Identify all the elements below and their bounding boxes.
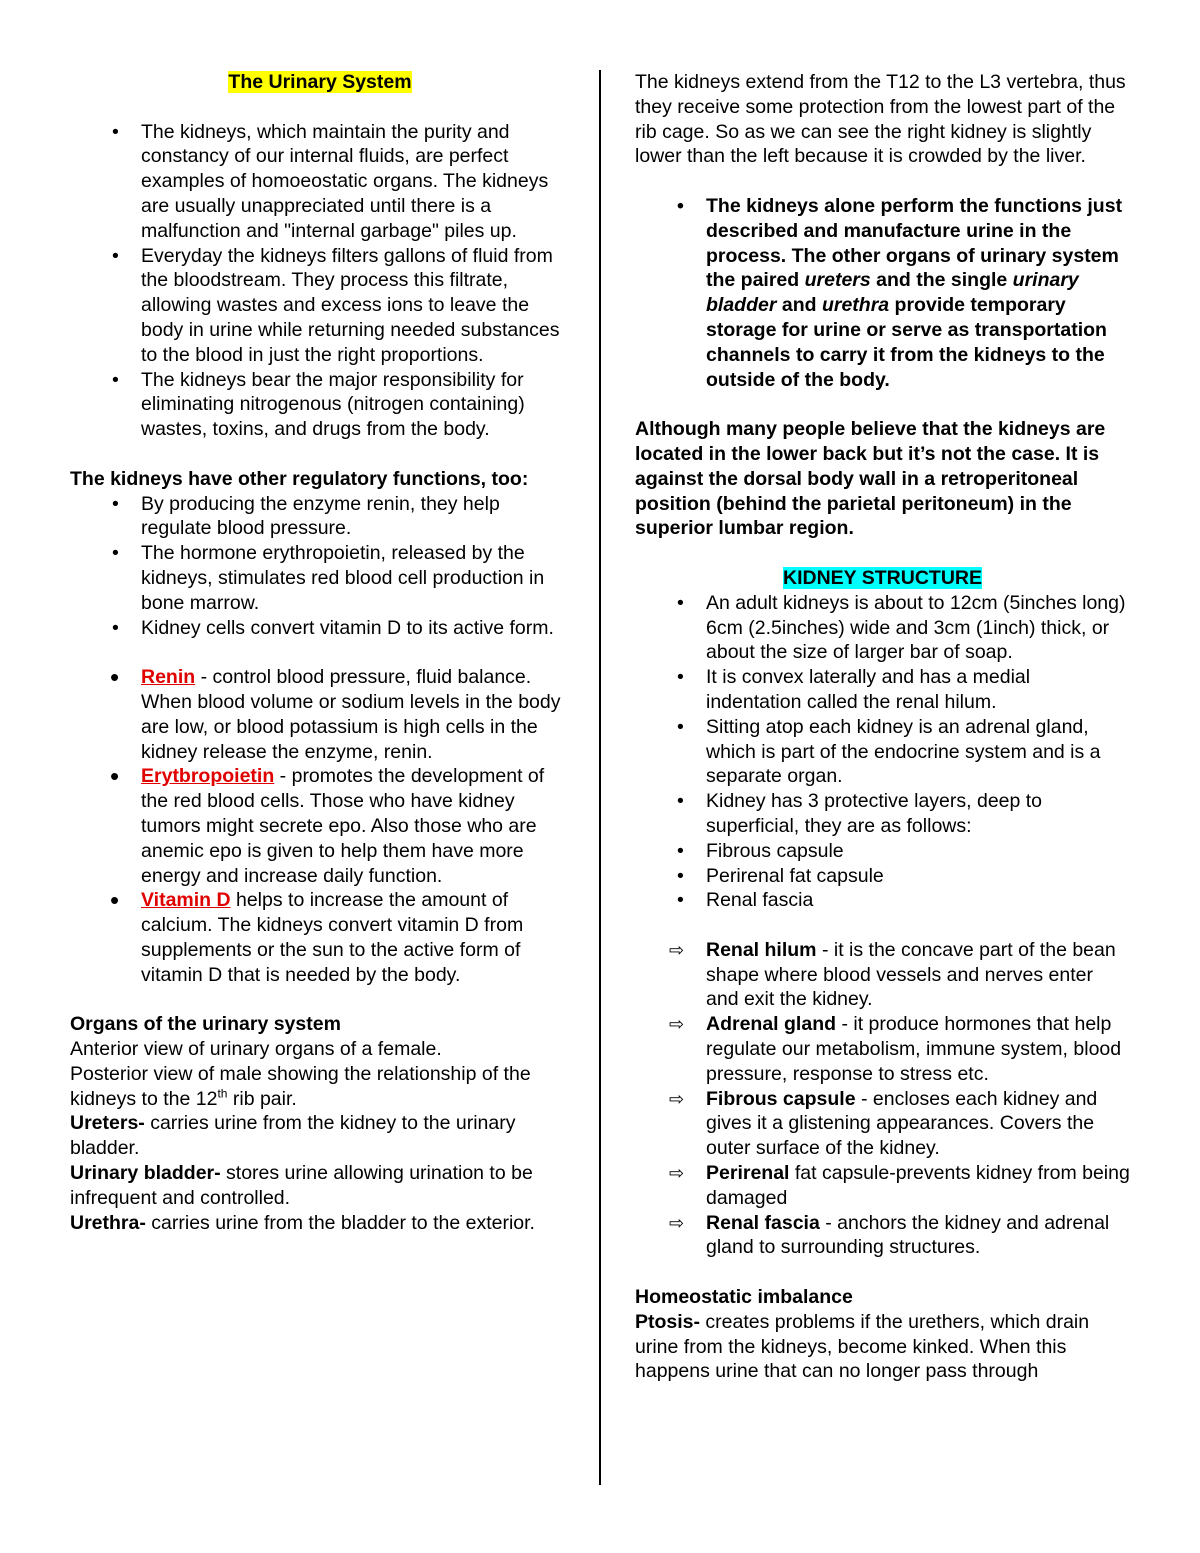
left-column	[70, 70, 570, 1235]
list-item: • Renin - control blood pressure, fluid balance. When blood volume or sodium levels in the body are low, or blood potassium is high cells in the kidney release the enzyme, renin.	[70, 665, 570, 764]
intro-list	[70, 120, 570, 442]
location-intro: The kidneys extend from the T12 to the L3 vertebra, thus they receive some protection from the lowest part of the rib cage. So as we can see the right kidney is slightly lower than the left because it is crowded by the liver.	[635, 71, 1126, 168]
regulatory-heading: The kidneys have other regulatory functions, too:	[70, 467, 529, 490]
definition-urethra: Urethra- carries urine from the bladder to the exterior.	[70, 1211, 535, 1234]
list-item: • An adult kidneys is about to 12cm (5inches long) 6cm (2.5inches) wide and 3cm (1inch) thick, or about the size of larger bar of soap.	[635, 591, 1130, 665]
ptosis-paragraph: Ptosis- creates problems if the urethers, which drain urine from the kidneys, become kinked. When this happens urine that can no longer pass through	[635, 1310, 1090, 1383]
definition-urinary-bladder: Urinary bladder- stores urine allowing urination to be infrequent and controlled.	[70, 1162, 533, 1209]
list-item: ⇨ Fibrous capsule - encloses each kidney and gives it a glistening appearances. Covers the outer surface of the kidney.	[669, 1087, 1098, 1160]
list-item: • Sitting atop each kidney is an adrenal gland, which is part of the endocrine system and is a separate organ.	[635, 715, 1130, 789]
list-item: • The kidneys, which maintain the purity and constancy of our internal fluids, are perfect examples of homoeostatic organs. The kidneys are usually unappreciated until there is a malfunction and "internal garbage" piles up.	[70, 120, 570, 244]
list-item: ⇨ Renal fascia - anchors the kidney and adrenal gland to surrounding structures.	[669, 1211, 1110, 1259]
hollow-arrow-icon: ⇨	[669, 1014, 685, 1035]
right-column	[635, 70, 1130, 1384]
hollow-arrow-icon: ⇨	[669, 1212, 685, 1233]
structure-list	[635, 591, 1130, 913]
regulatory-list	[70, 492, 570, 641]
hormone-term-list	[70, 665, 570, 987]
list-item: • Everyday the kidneys filters gallons of fluid from the bloodstream. They process this filtrate, allowing wastes and excess ions to leave the body in urine while returning needed substances to the blood in just the right proportions.	[70, 244, 570, 368]
list-item: • Vitamin D helps to increase the amount of calcium. The kidneys convert vitamin D from supplements or the sun to the active form of vitamin D that is needed by the body.	[70, 888, 570, 987]
list-item: • The kidneys bear the major responsibility for eliminating nitrogenous (nitrogen containing) wastes, toxins, and drugs from the body.	[70, 368, 570, 442]
list-item: • The kidneys alone perform the functions just described and manufacture urine in the process. The other organs of urinary system the paired ureters and the single urinary bladder and urethra provide temporary storage for urine or serve as transportation channels to carry it from the kidneys to the outside of the body.	[635, 194, 1130, 392]
organs-heading: Organs of the urinary system	[70, 1013, 341, 1036]
list-item: • By producing the enzyme renin, they help regulate blood pressure.	[70, 492, 570, 542]
list-item: • Perirenal fat capsule	[635, 864, 1130, 889]
bold-bullet-list	[635, 194, 1130, 392]
list-item: ⇨ Perirenal fat capsule-prevents kidney from being damaged	[669, 1162, 1130, 1209]
list-item: • Erytbropoietin - promotes the development of the red blood cells. Those who have kidney tumors might secrete epo. Also those who are anemic epo is given to help them have more energy and increase daily function.	[70, 764, 570, 888]
list-item: • Kidney cells convert vitamin D to its active form.	[70, 616, 570, 641]
section-title: KIDNEY STRUCTURE	[783, 566, 982, 589]
location-paragraph: Although many people believe that the kidneys are located in the lower back but it’s not the case. It is against the dorsal body wall in a retroperitoneal position (behind the parietal peritoneum) in the superior lumbar region.	[635, 418, 1106, 540]
term-renin: Renin	[141, 666, 196, 689]
column-divider	[599, 70, 601, 1485]
term-erythropoietin: Erytbropoietin	[141, 765, 275, 788]
organs-line: Anterior view of urinary organs of a female.	[70, 1038, 442, 1061]
list-item: ⇨ Adrenal gland - it produce hormones that help regulate our metabolism, immune system, blood pressure, response to stress etc.	[669, 1013, 1122, 1085]
organs-line: Posterior view of male showing the relationship of the kidneys to the 12th rib pair.	[70, 1062, 531, 1110]
definition-ureters: Ureters- carries urine from the kidney to the urinary bladder.	[70, 1112, 516, 1160]
list-item: • Renal fascia	[635, 888, 1130, 913]
list-item: • Fibrous capsule	[635, 839, 1130, 864]
hollow-arrow-icon: ⇨	[669, 1163, 685, 1184]
list-item: ⇨ Renal hilum - it is the concave part of the bean shape where blood vessels and nerves enter and exit the kidney.	[669, 938, 1116, 1011]
list-item: • The hormone erythropoietin, released by the kidneys, stimulates red blood cell production in bone marrow.	[70, 541, 570, 615]
structure-terms-list	[635, 938, 1130, 1260]
term-vitamin-d: Vitamin D	[141, 889, 231, 912]
list-item: • It is convex laterally and has a medial indentation called the renal hilum.	[635, 665, 1130, 715]
list-item: • Kidney has 3 protective layers, deep to superficial, they are as follows:	[635, 789, 1130, 839]
imbalance-heading: Homeostatic imbalance	[635, 1286, 853, 1309]
hollow-arrow-icon: ⇨	[669, 1088, 685, 1109]
page-title: The Urinary System	[228, 71, 412, 93]
hollow-arrow-icon: ⇨	[669, 939, 685, 960]
